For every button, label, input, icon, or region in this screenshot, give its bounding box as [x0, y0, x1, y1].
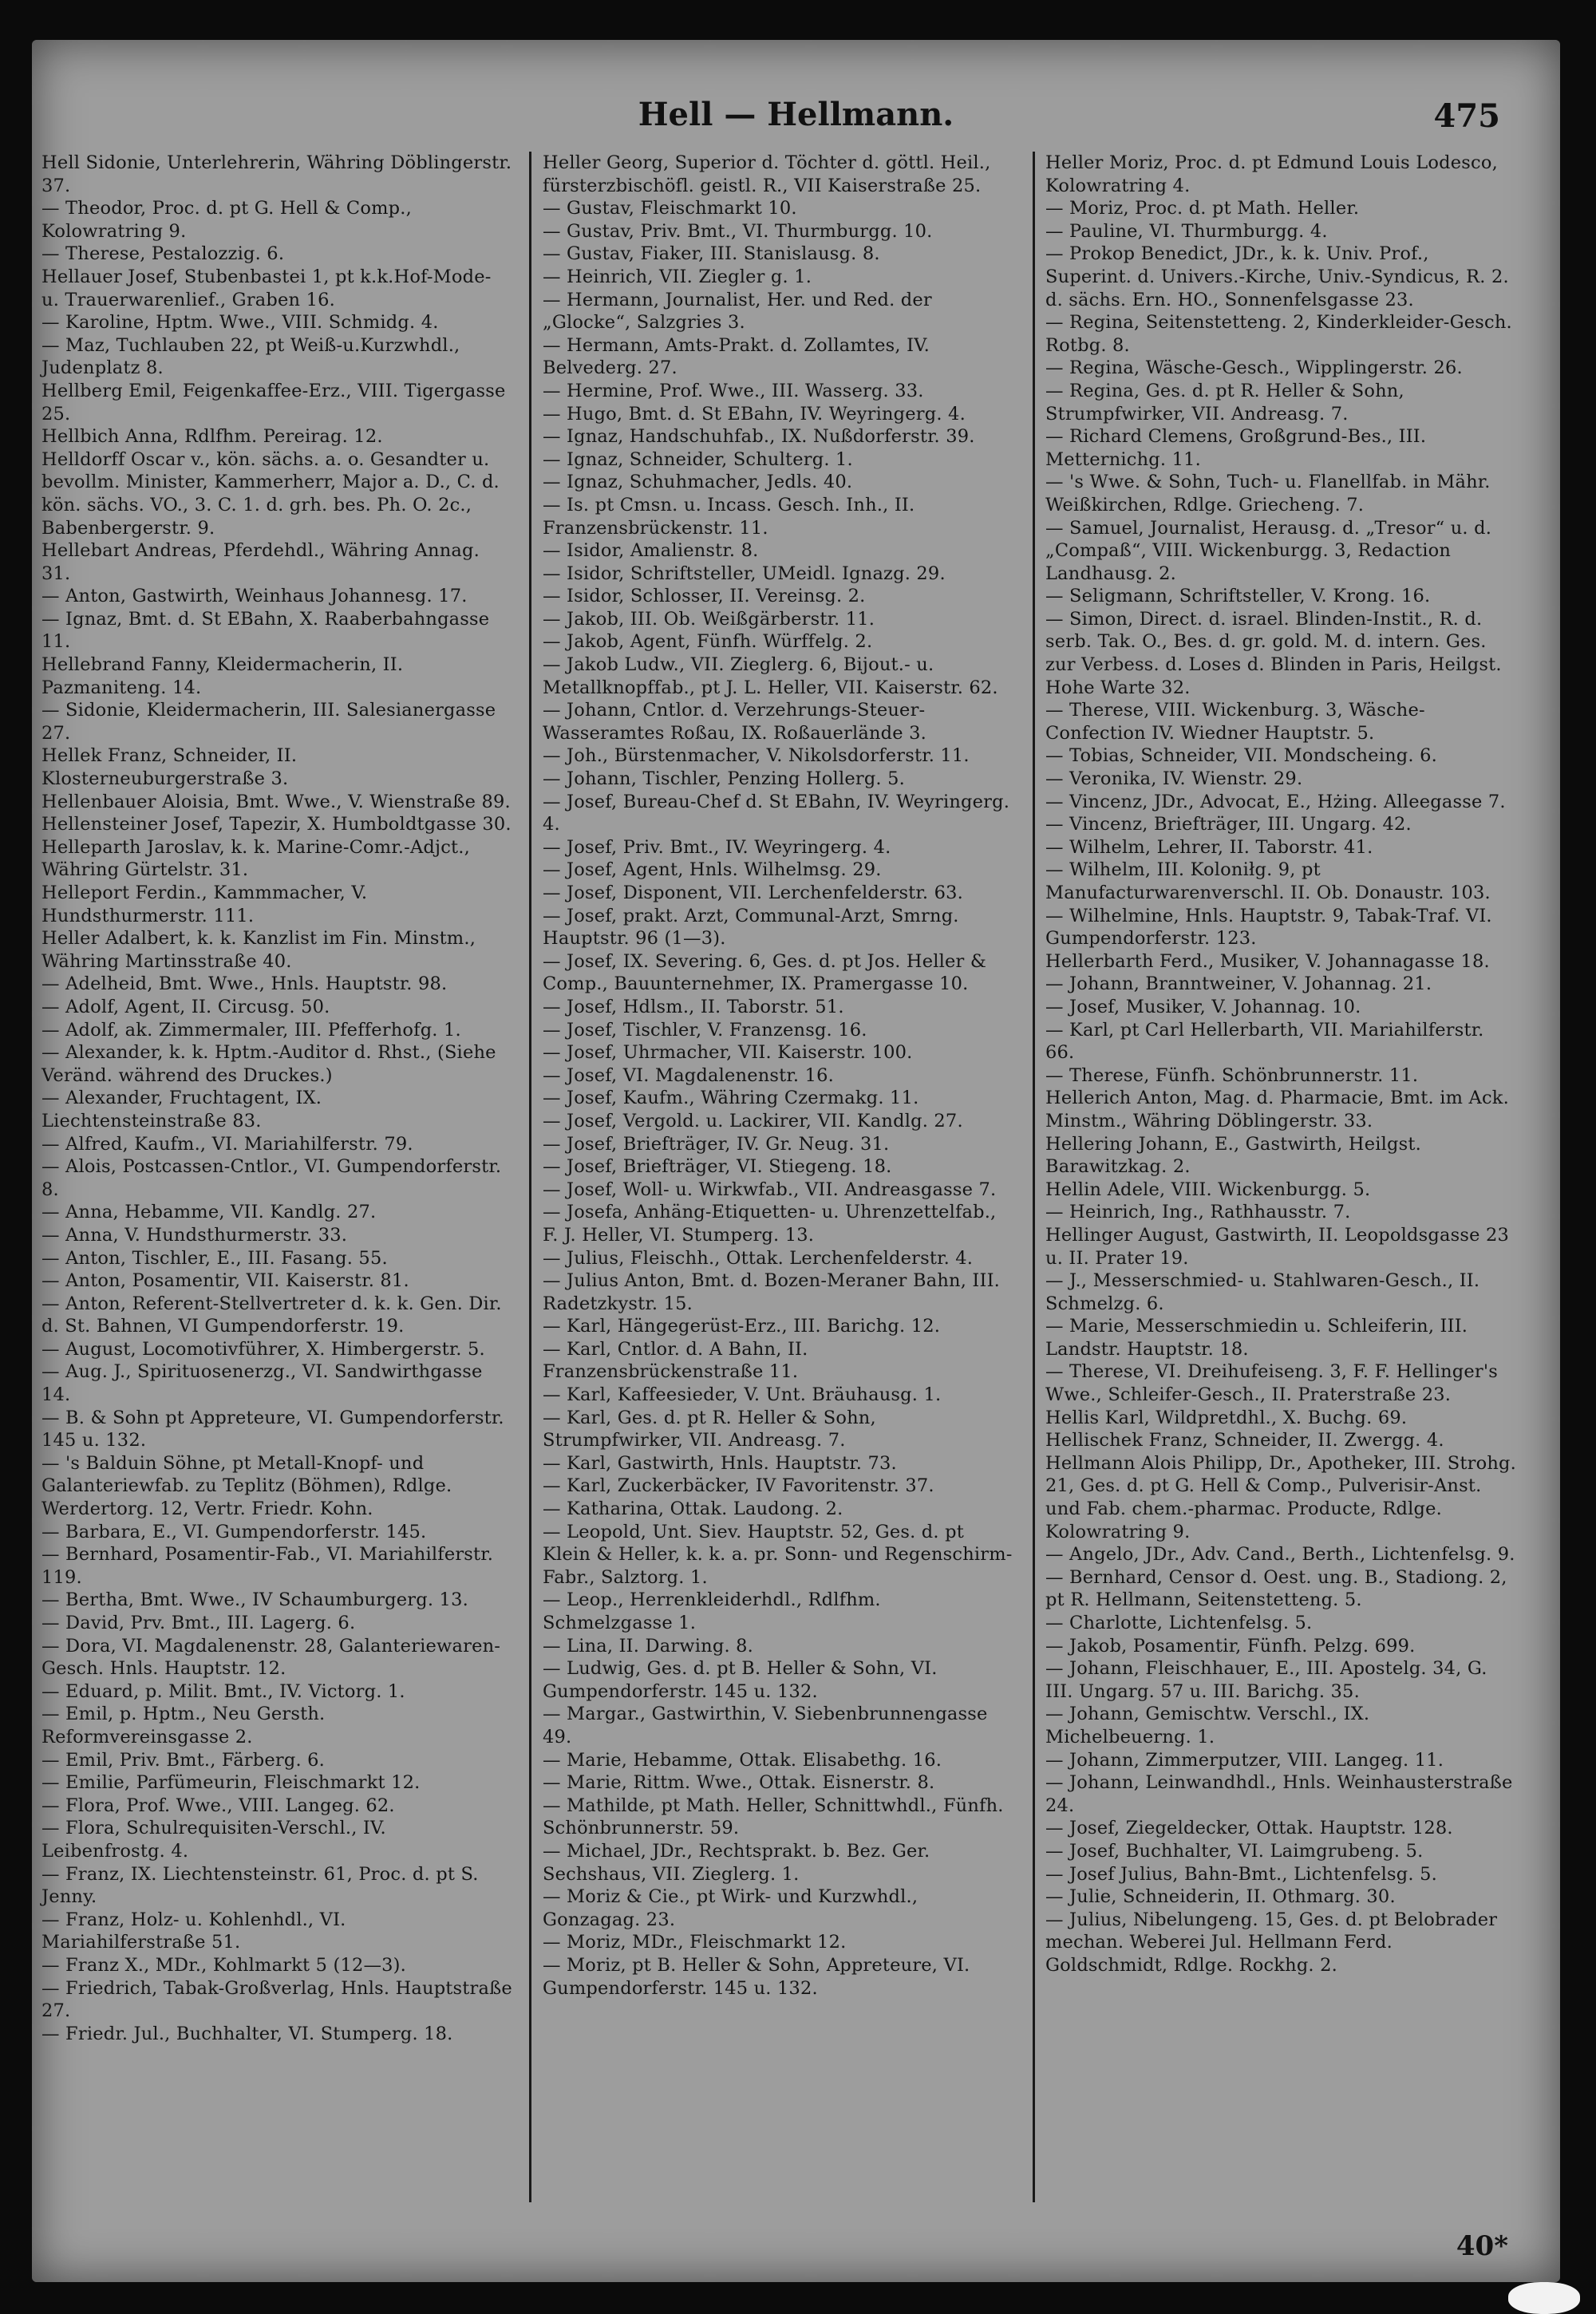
directory-entry: — Sidonie, Kleidermacherin, III. Salesianergasse 27. [41, 700, 502, 744]
directory-entry: — Aug. J., Spirituosenerzg., VI. Sandwirthgasse 14. [41, 1361, 488, 1406]
column-1 [41, 152, 519, 2226]
directory-entry: — Veronika, IV. Wienstr. 29. [1045, 768, 1303, 790]
column-3 [1045, 152, 1523, 2226]
directory-entry: Hellenbauer Aloisia, Bmt. Wwe., V. Wienstraße 89. [41, 791, 511, 812]
directory-entry: — Simon, Direct. d. israel. Blinden-Instit., R. d. serb. Tak. O., Bes. d. gr. gold. M. d. intern. Ges. zur Verbess. d. Loses d. Blinden in Paris, Heilgst. Hohe Warte 32. [1045, 608, 1508, 698]
directory-entry: — Wilhelm, III. Koloniłg. 9, pt Manufacturwarenverschl. II. Ob. Donaustr. 103. [1045, 859, 1491, 903]
directory-entry: — Isidor, Amalienstr. 8. [543, 540, 759, 562]
directory-entry: — Margar., Gastwirthin, V. Siebenbrunnengasse 49. [543, 1704, 994, 1747]
directory-entry: — Ignaz, Bmt. d. St EBahn, X. Raaberbahngasse 11. [41, 608, 496, 653]
directory-entry: — Vincenz, Briefträger, III. Ungarg. 42. [1045, 814, 1412, 835]
directory-entry: — Regina, Ges. d. pt R. Heller & Sohn, Strumpfwirker, VII. Andreasg. 7. [1045, 380, 1411, 424]
directory-entry: — Vincenz, JDr., Advocat, E., Hżing. Alleegasse 7. [1045, 791, 1506, 812]
directory-entry: Hellebrand Fanny, Kleidermacherin, II. Pazmaniteng. 14. [41, 654, 409, 698]
directory-entry: — Anton, Referent-Stellvertreter d. k. k. Gen. Dir. d. St. Bahnen, VI Gumpendorferstr. 19. [41, 1293, 508, 1337]
directory-entry: — Mathilde, pt Math. Heller, Schnittwhdl., Fünfh. Schönbrunnerstr. 59. [543, 1795, 1009, 1839]
directory-entry: — Gustav, Priv. Bmt., VI. Thurmburgg. 10. [543, 220, 933, 242]
directory-entry: — Emilie, Parfümeurin, Fleischmarkt 12. [41, 1772, 421, 1794]
directory-entry: — Josef, Hdlsm., II. Taborstr. 51. [543, 996, 844, 1017]
directory-entry: — Regina, Wäsche-Gesch., Wipplingerstr. 26. [1045, 357, 1463, 379]
directory-entry: — Gustav, Fleischmarkt 10. [543, 198, 797, 219]
directory-entry: — Leopold, Unt. Siev. Hauptstr. 52, Ges. d. pt Klein & Heller, k. k. a. pr. Sonn- und Regenschirm-Fabr., Salztorg. 1. [543, 1521, 1013, 1588]
directory-entry: — Bertha, Bmt. Wwe., IV Schaumburgerg. 13. [41, 1589, 468, 1611]
directory-entry: — Karl, pt Carl Hellerbarth, VII. Mariahilferstr. 66. [1045, 1019, 1490, 1064]
directory-entry: — Moriz, Proc. d. pt Math. Heller. [1045, 198, 1360, 219]
directory-entry: — Franz, IX. Liechtensteinstr. 61, Proc. d. pt S. Jenny. [41, 1863, 484, 1908]
directory-entry: — Josef, prakt. Arzt, Communal-Arzt, Smrng. Hauptstr. 96 (1—3). [543, 905, 966, 950]
directory-entry: — Pauline, VI. Thurmburgg. 4. [1045, 220, 1328, 242]
directory-entry: Hellek Franz, Schneider, II. Klosterneuburgerstraße 3. [41, 745, 303, 790]
directory-entry: Helleparth Jaroslav, k. k. Marine-Comr.-Adjct., Währing Gürtelstr. 31. [41, 836, 476, 881]
directory-entry: — Leop., Herrenkleiderhdl., Rdlfhm. Schmelzgasse 1. [543, 1589, 887, 1633]
directory-entry: — Seligmann, Schriftsteller, V. Krong. 16. [1045, 586, 1431, 607]
directory-entry: — Isidor, Schriftsteller, UMeidl. Ignazg. 29. [543, 563, 946, 584]
signature-mark: 40* [1456, 2230, 1508, 2262]
directory-entry: — Josef, Tischler, V. Franzensg. 16. [543, 1019, 867, 1041]
directory-entry: — Julius, Fleischh., Ottak. Lerchenfelderstr. 4. [543, 1247, 974, 1269]
directory-entry: — Alois, Postcassen-Cntlor., VI. Gumpendorferstr. 8. [41, 1156, 508, 1200]
directory-entry: — Ignaz, Schuhmacher, Jedls. 40. [543, 472, 853, 493]
directory-entry: — Moriz & Cie., pt Wirk- und Kurzwhdl., Gonzagag. 23. [543, 1886, 924, 1930]
directory-entry: — Emil, p. Hptm., Neu Gersth. Reformvereinsgasse 2. [41, 1704, 331, 1747]
directory-entry: Hellischek Franz, Schneider, II. Zwergg. 4. [1045, 1430, 1444, 1451]
directory-entry: Hell Sidonie, Unterlehrerin, Währing Döblingerstr. 37. [41, 152, 518, 196]
directory-entry: — Anton, Gastwirth, Weinhaus Johannesg. 17. [41, 586, 468, 607]
directory-entry: Hellmann Alois Philipp, Dr., Apotheker, III. Strohg. 21, Ges. d. pt G. Hell & Comp., Pulverisir-Anst. und Fab. chem.-pharmac. Producte, Rdlge. Kolowratring 9. [1045, 1452, 1523, 1542]
directory-entry: Helleport Ferdin., Kammmacher, V. Hundsthurmerstr. 111. [41, 883, 373, 926]
directory-entry: Hellis Karl, Wildpretdhl., X. Buchg. 69. [1045, 1407, 1408, 1428]
directory-entry: — Josefa, Anhäng-Etiquetten- u. Uhrenzettelfab., F. J. Heller, VI. Stumperg. 13. [543, 1202, 1002, 1246]
directory-entry: — Samuel, Journalist, Herausg. d. „Tresor“ u. d. „Compaß“, VIII. Wickenburgg. 3, Redaction Landhausg. 2. [1045, 517, 1498, 584]
directory-entry: — Tobias, Schneider, VII. Mondscheing. 6. [1045, 745, 1437, 767]
paper-tear [1508, 2282, 1580, 2314]
directory-entry: — Karl, Ges. d. pt R. Heller & Sohn, Strumpfwirker, VII. Andreasg. 7. [543, 1407, 883, 1451]
directory-entry: — Josef, Ziegeldecker, Ottak. Hauptstr. 128. [1045, 1818, 1453, 1839]
directory-entry: — August, Locomotivführer, X. Himbergerstr. 5. [41, 1338, 485, 1360]
directory-entry: — Adelheid, Bmt. Wwe., Hnls. Hauptstr. 98. [41, 973, 448, 995]
directory-entry: — Johann, Gemischtw. Verschl., IX. Michelbeuerng. 1. [1045, 1704, 1376, 1747]
directory-entry: — Johann, Tischler, Penzing Hollerg. 5. [543, 768, 905, 790]
column-divider [529, 152, 531, 2202]
directory-entry: — Alexander, k. k. Hptm.-Auditor d. Rhst., (Siehe Veränd. während des Druckes.) [41, 1042, 503, 1086]
directory-entry: — Wilhelmine, Hnls. Hauptstr. 9, Tabak-Traf. VI. Gumpendorferstr. 123. [1045, 905, 1499, 950]
directory-entry: — Anna, Hebamme, VII. Kandlg. 27. [41, 1202, 377, 1223]
directory-entry: — Hermann, Journalist, Her. und Red. der „Glocke“, Salzgries 3. [543, 289, 938, 334]
directory-entry: — Josef Julius, Bahn-Bmt., Lichtenfelsg. 5. [1045, 1863, 1437, 1885]
directory-entry: — Charlotte, Lichtenfelsg. 5. [1045, 1613, 1313, 1633]
directory-entry: — Hugo, Bmt. d. St EBahn, IV. Weyringerg. 4. [543, 403, 966, 424]
directory-entry: Helldorff Oscar v., kön. sächs. a. o. Gesandter u. bevollm. Minister, Kammerherr, Major a. D., C. d. kön. sächs. VO., 3. C. 1. d. grh. bes. Ph. O. 2c., Babenbergerstr. 9. [41, 448, 506, 539]
directory-entry: — Is. pt Cmsn. u. Incass. Gesch. Inh., II. Franzensbrückenstr. 11. [543, 494, 921, 539]
directory-entry: — Johann, Fleischhauer, E., III. Apostelg. 34, G. III. Ungarg. 57 u. III. Barichg. 35. [1045, 1658, 1493, 1702]
directory-entry: — Josef, Agent, Hnls. Wilhelmsg. 29. [543, 859, 882, 881]
column-2 [543, 152, 1016, 2226]
directory-entry: — Jakob, III. Ob. Weißgärberstr. 11. [543, 608, 875, 630]
directory-entry: Hellensteiner Josef, Tapezir, X. Humboldtgasse 30. [41, 814, 512, 835]
directory-entry: — Julius, Nibelungeng. 15, Ges. d. pt Belobrader mechan. Weberei Jul. Hellmann Ferd. Goldschmidt, Rdlge. Rockhg. 2. [1045, 1909, 1503, 1976]
column-divider [1033, 152, 1035, 2202]
directory-entry: — Julie, Schneiderin, II. Othmarg. 30. [1045, 1886, 1396, 1908]
directory-entry: Hellerbarth Ferd., Musiker, V. Johannagasse 18. [1045, 950, 1490, 972]
directory-entry: — Theodor, Proc. d. pt G. Hell & Comp., Kolowratring 9. [41, 198, 418, 242]
directory-entry: — Flora, Prof. Wwe., VIII. Langeg. 62. [41, 1795, 395, 1816]
directory-entry: — Adolf, Agent, II. Circusg. 50. [41, 996, 330, 1017]
directory-entry: — Karl, Gastwirth, Hnls. Hauptstr. 73. [543, 1452, 897, 1474]
directory-entry: — Dora, VI. Magdalenenstr. 28, Galanteriewaren-Gesch. Hnls. Hauptstr. 12. [41, 1635, 501, 1680]
directory-entry: — Heinrich, VII. Ziegler g. 1. [543, 266, 812, 287]
directory-entry: — Josef, Buchhalter, VI. Laimgrubeng. 5. [1045, 1840, 1424, 1862]
directory-entry: Hellebart Andreas, Pferdehdl., Währing Annag. 31. [41, 540, 486, 584]
directory-entry: — Josef, Briefträger, VI. Stiegeng. 18. [543, 1156, 892, 1178]
directory-entry: — Franz, Holz- u. Kohlenhdl., VI. Mariahilferstraße 51. [41, 1909, 352, 1953]
directory-entry: — Karl, Kaffeesieder, V. Unt. Bräuhausg. 1. [543, 1384, 942, 1406]
directory-entry: — Friedrich, Tabak-Großverlag, Hnls. Hauptstraße 27. [41, 1977, 519, 2022]
directory-entry: — Josef, Briefträger, IV. Gr. Neug. 31. [543, 1133, 890, 1155]
directory-entry: — Jakob, Agent, Fünfh. Würffelg. 2. [543, 631, 873, 653]
directory-entry: — Therese, Fünfh. Schönbrunnerstr. 11. [1045, 1064, 1419, 1086]
directory-entry: — Friedr. Jul., Buchhalter, VI. Stumperg. 18. [41, 2023, 453, 2044]
directory-entry: — Ignaz, Handschuhfab., IX. Nußdorferstr. 39. [543, 426, 975, 448]
directory-entry: — Wilhelm, Lehrer, II. Taborstr. 41. [1045, 836, 1373, 858]
directory-entry: — Lina, II. Darwing. 8. [543, 1635, 754, 1657]
directory-entry: Heller Moriz, Proc. d. pt Edmund Louis Lodesco, Kolowratring 4. [1045, 152, 1504, 196]
directory-entry: — Moriz, MDr., Fleischmarkt 12. [543, 1932, 847, 1953]
directory-entry: — Ludwig, Ges. d. pt B. Heller & Sohn, VI. Gumpendorferstr. 145 u. 132. [543, 1658, 943, 1702]
directory-entry: Hellerich Anton, Mag. d. Pharmacie, Bmt. im Ack. Minstm., Währing Döblingerstr. 33. [1045, 1088, 1515, 1131]
directory-entry: — Bernhard, Posamentir-Fab., VI. Mariahilferstr. 119. [41, 1544, 500, 1588]
directory-entry: — Karl, Hängegerüst-Erz., III. Barichg. 12. [543, 1316, 941, 1337]
directory-entry: — Bernhard, Censor d. Oest. ung. B., Stadiong. 2, pt R. Hellmann, Seitenstetteng. 5. [1045, 1566, 1514, 1611]
directory-entry: Heller Adalbert, k. k. Kanzlist im Fin. Minstm., Währing Martinsstraße 40. [41, 928, 482, 972]
directory-entry: — Isidor, Schlosser, II. Vereinsg. 2. [543, 586, 866, 607]
directory-entry: — Gustav, Fiaker, III. Stanislausg. 8. [543, 243, 880, 265]
directory-entry: — Karl, Cntlor. d. A Bahn, II. Franzensbrückenstraße 11. [543, 1338, 814, 1383]
directory-entry: — Adolf, ak. Zimmermaler, III. Pfefferhofg. 1. [41, 1019, 461, 1041]
directory-entry: — Anton, Posamentir, VII. Kaiserstr. 81. [41, 1270, 409, 1292]
directory-entry: — Heinrich, Ing., Rathhausstr. 7. [1045, 1202, 1351, 1223]
directory-entry: — Hermann, Amts-Prakt. d. Zollamtes, IV. Belvederg. 27. [543, 334, 936, 379]
directory-entry: — Johann, Leinwandhdl., Hnls. Weinhausterstraße 24. [1045, 1772, 1519, 1816]
directory-entry: — Johann, Cntlor. d. Verzehrungs-Steuer-Wasseramtes Roßau, IX. Roßauerlände 3. [543, 700, 927, 744]
directory-entry: Hellin Adele, VIII. Wickenburgg. 5. [1045, 1179, 1371, 1200]
directory-entry: — Josef, Uhrmacher, VII. Kaiserstr. 100. [543, 1042, 913, 1064]
directory-entry: — Michael, JDr., Rechtsprakt. b. Bez. Ger. Sechshaus, VII. Zieglerg. 1. [543, 1840, 936, 1885]
directory-entry: — Josef, Musiker, V. Johannag. 10. [1045, 996, 1361, 1017]
directory-entry: — Anna, V. Hundsthurmerstr. 33. [41, 1224, 348, 1246]
directory-entry: — Marie, Hebamme, Ottak. Elisabethg. 16. [543, 1749, 942, 1771]
directory-entry: Hellbich Anna, Rdlfhm. Pereirag. 12. [41, 426, 383, 448]
directory-entry: — Josef, Disponent, VII. Lerchenfelderstr. 63. [543, 883, 963, 903]
directory-entry: — Barbara, E., VI. Gumpendorferstr. 145. [41, 1521, 427, 1542]
directory-entry: Hellinger August, Gastwirth, II. Leopoldsgasse 23 u. II. Prater 19. [1045, 1224, 1515, 1269]
directory-entry: — Regina, Seitenstetteng. 2, Kinderkleider-Gesch. Rotbg. 8. [1045, 312, 1519, 356]
directory-entry: — Therese, VIII. Wickenburg. 3, Wäsche-Confection IV. Wiedner Hauptstr. 5. [1045, 700, 1425, 744]
directory-page [32, 40, 1560, 2282]
directory-entry: — Katharina, Ottak. Laudong. 2. [543, 1499, 843, 1520]
directory-entry: — Therese, Pestalozzig. 6. [41, 243, 285, 265]
directory-entry: — Josef, Woll- u. Wirkwfab., VII. Andreasgasse 7. [543, 1179, 997, 1200]
directory-entry: — Franz X., MDr., Kohlmarkt 5 (12—3). [41, 1954, 407, 1976]
directory-entry: — Ignaz, Schneider, Schulterg. 1. [543, 448, 853, 470]
directory-entry: — Moriz, pt B. Heller & Sohn, Appreteure, VI. Gumpendorferstr. 145 u. 132. [543, 1954, 976, 1999]
directory-entry: — Johann, Zimmerputzer, VIII. Langeg. 11. [1045, 1749, 1444, 1771]
directory-entry: — J., Messerschmied- u. Stahlwaren-Gesch., II. Schmelzg. 6. [1045, 1270, 1486, 1314]
directory-entry: — Hermine, Prof. Wwe., III. Wasserg. 33. [543, 380, 924, 401]
directory-entry: — Angelo, JDr., Adv. Cand., Berth., Lichtenfelsg. 9. [1045, 1544, 1515, 1566]
page-number: 475 [1433, 97, 1500, 135]
directory-entry: — Alfred, Kaufm., VI. Mariahilferstr. 79. [41, 1133, 413, 1155]
directory-entry: — Anton, Tischler, E., III. Fasang. 55. [41, 1247, 388, 1269]
directory-entry: — Jakob Ludw., VII. Zieglerg. 6, Bijout.- u. Metallknopffab., pt J. L. Heller, VII. Kaiserstr. 62. [543, 654, 998, 698]
directory-entry: — Josef, VI. Magdalenenstr. 16. [543, 1064, 834, 1086]
directory-entry: — Therese, VI. Dreihufeiseng. 3, F. F. Hellinger's Wwe., Schleifer-Gesch., II. Praterstraße 23. [1045, 1361, 1504, 1406]
directory-entry: — 's Balduin Söhne, pt Metall-Knopf- und Galanteriewfab. zu Teplitz (Böhmen), Rdlge. Werdertorg. 12, Vertr. Friedr. Kohn. [41, 1452, 458, 1520]
directory-entry: — Julius Anton, Bmt. d. Bozen-Meraner Bahn, III. Radetzkystr. 15. [543, 1270, 1006, 1314]
directory-entry: — Eduard, p. Milit. Bmt., IV. Victorg. 1. [41, 1680, 405, 1702]
directory-entry: — Joh., Bürstenmacher, V. Nikolsdorferstr. 11. [543, 745, 970, 767]
directory-entry: — Josef, Priv. Bmt., IV. Weyringerg. 4. [543, 836, 891, 858]
directory-entry: — Maz, Tuchlauben 22, pt Weiß-u.Kurzwhdl., Judenplatz 8. [41, 334, 466, 379]
directory-entry: — Prokop Benedict, JDr., k. k. Univ. Prof., Superint. d. Univers.-Kirche, Univ.-Syndicus, R. 2. d. sächs. Ern. HO., Sonnenfelsgasse 23. [1045, 243, 1515, 310]
directory-entry: Heller Georg, Superior d. Töchter d. göttl. Heil., fürsterzbischöfl. geistl. R., VII Kaiserstraße 25. [543, 152, 997, 196]
directory-entry: — B. & Sohn pt Appreteure, VI. Gumpendorferstr. 145 u. 132. [41, 1407, 511, 1451]
directory-entry: — Karoline, Hptm. Wwe., VIII. Schmidg. 4. [41, 312, 439, 334]
directory-entry: Hellering Johann, E., Gastwirth, Heilgst. Barawitzkag. 2. [1045, 1133, 1428, 1178]
directory-entry: — Karl, Zuckerbäcker, IV Favoritenstr. 37. [543, 1475, 934, 1497]
directory-entry: — Josef, Bureau-Chef d. St EBahn, IV. Weyringerg. 4. [543, 791, 1016, 835]
directory-entry: Hellauer Josef, Stubenbastei 1, pt k.k.Hof-Mode- u. Trauerwarenlief., Graben 16. [41, 266, 497, 310]
directory-entry: — Marie, Rittm. Wwe., Ottak. Eisnerstr. 8. [543, 1772, 935, 1794]
directory-entry: — Johann, Branntweiner, V. Johannag. 21. [1045, 973, 1432, 995]
directory-entry: — Jakob, Posamentir, Fünfh. Pelzg. 699. [1045, 1635, 1416, 1657]
directory-entry: — Alexander, Fruchtagent, IX. Liechtensteinstraße 83. [41, 1088, 328, 1131]
directory-entry: — Josef, IX. Severing. 6, Ges. d. pt Jos. Heller & Comp., Bauunternehmer, IX. Pramergasse 10. [543, 950, 993, 995]
directory-entry: — Emil, Priv. Bmt., Färberg. 6. [41, 1749, 326, 1771]
directory-entry: — Josef, Vergold. u. Lackirer, VII. Kandlg. 27. [543, 1110, 963, 1131]
directory-entry: — 's Wwe. & Sohn, Tuch- u. Flanellfab. in Mähr. Weißkirchen, Rdlge. Griecheng. 7. [1045, 472, 1496, 515]
directory-entry: — Marie, Messerschmiedin u. Schleiferin, III. Landstr. Hauptstr. 18. [1045, 1316, 1474, 1360]
directory-entry: — David, Prv. Bmt., III. Lagerg. 6. [41, 1613, 356, 1633]
directory-entry: — Josef, Kaufm., Währing Czermakg. 11. [543, 1088, 919, 1109]
directory-entry: — Richard Clemens, Großgrund-Bes., III. Metternichg. 11. [1045, 426, 1432, 470]
page-header-title: Hell — Hellmann. [638, 96, 954, 133]
directory-entry: — Flora, Schulrequisiten-Verschl., IV. Leibenfrostg. 4. [41, 1818, 393, 1862]
directory-entry: Hellberg Emil, Feigenkaffee-Erz., VIII. Tigergasse 25. [41, 380, 512, 424]
